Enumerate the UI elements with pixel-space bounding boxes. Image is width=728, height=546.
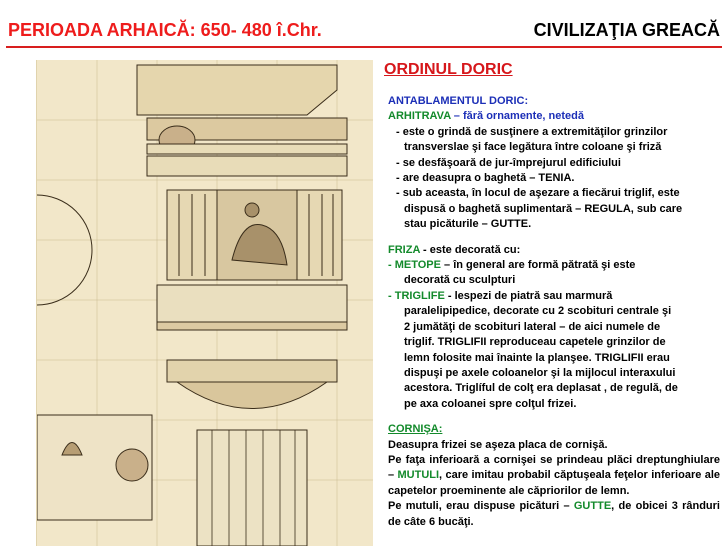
header-divider	[6, 46, 722, 48]
cornisa-p2-text: Pe faţa inferioară a cornişei se prindeau plăci dreptunghiulare –	[388, 453, 720, 482]
mutuli-term: MUTULI	[397, 469, 440, 482]
metope-line: decorată cu sculpturi	[404, 274, 516, 287]
slide-title-right: CIVILIZAŢIA GREACĂ	[533, 20, 720, 40]
cornisa-p1: Deasupra frizei se aşeza placa de cornişă.	[388, 438, 608, 451]
cornisa-p2	[388, 453, 720, 499]
triglife-line: 2 jumătăţi de scobituri lateral – de aici numele de	[404, 320, 661, 333]
arhitrava-line: - are deasupra o baghetă – TENIA.	[396, 172, 575, 185]
triglife-line: paralelipipedice, decorate cu 2 scobituri centrale şi	[404, 305, 672, 318]
arhitrava-def: – fără ornamente, netedă	[450, 110, 585, 123]
triglife-dash: -	[388, 289, 395, 302]
friza-term: FRIZA	[388, 243, 420, 256]
metope-term: METOPE	[394, 259, 441, 272]
gutte-term: GUTTE	[573, 500, 612, 513]
arhitrava-line: - se desfăşoară de jur-împrejurul edificiului	[396, 156, 621, 169]
triglife-line: pe axa coloanei spre colţul frizei.	[404, 397, 577, 410]
section-title: ORDINUL DORIC	[384, 61, 513, 78]
cornisa-p2-rest: , care imitau probabil căptuşeala feţelor inferioare ale capetelor proeminente ale căpriorilor de lemn.	[388, 469, 720, 497]
antablament-heading: ANTABLAMENTUL DORIC:	[388, 95, 529, 107]
friza-def: - este decorată cu:	[419, 243, 521, 256]
triglife-line: acestora. Triglíful de colţ era deplasat , de regulă, de	[404, 382, 678, 395]
triglife-def: - lespezi de piatră sau marmură	[444, 289, 613, 302]
description-text	[388, 94, 720, 530]
arhitrava-line: - este o grindă de susţinere a extremităţilor grinzilor	[396, 125, 668, 138]
triglife-term: TRIGLIFE	[394, 289, 445, 302]
doric-drawing-icon	[37, 60, 373, 546]
triglife-line: lemn folosite mai înainte la planşee. TRIGLIFII erau	[404, 351, 670, 364]
cornisa-heading: CORNIŞA:	[388, 423, 443, 436]
arhitrava-line: - sub aceasta, în locul de aşezare a fiecărui triglif, este	[396, 187, 680, 200]
cornisa-p3-rest: , de obicei 3 rânduri de câte 6 bucăţi.	[388, 500, 720, 528]
cornisa-p3	[388, 499, 720, 530]
metope-dash: -	[388, 259, 395, 272]
arhitrava-line: stau picăturile – GUTTE.	[404, 218, 532, 231]
arhitrava-line: dispusă o baghetă suplimentară – REGULA, sub care	[404, 202, 683, 215]
metope-def: – în general are formă pătrată şi este	[441, 259, 636, 272]
arhitrava-line: transverslae şi face legătura între coloane şi friză	[404, 141, 662, 154]
arhitrava-term: ARHITRAVA	[388, 110, 451, 123]
triglife-line: triglif. TRIGLIFII reproduceau capetele grinzilor de	[404, 336, 666, 349]
slide-title-left: PERIOADA ARHAICĂ: 650- 480 î.Chr.	[8, 20, 322, 40]
triglife-line: dispuşi pe axele coloanelor şi la mijlocul interaxului	[404, 366, 676, 379]
doric-order-engraving	[36, 60, 373, 546]
cornisa-p3-text: Pe mutuli, erau dispuse picături –	[388, 500, 574, 513]
